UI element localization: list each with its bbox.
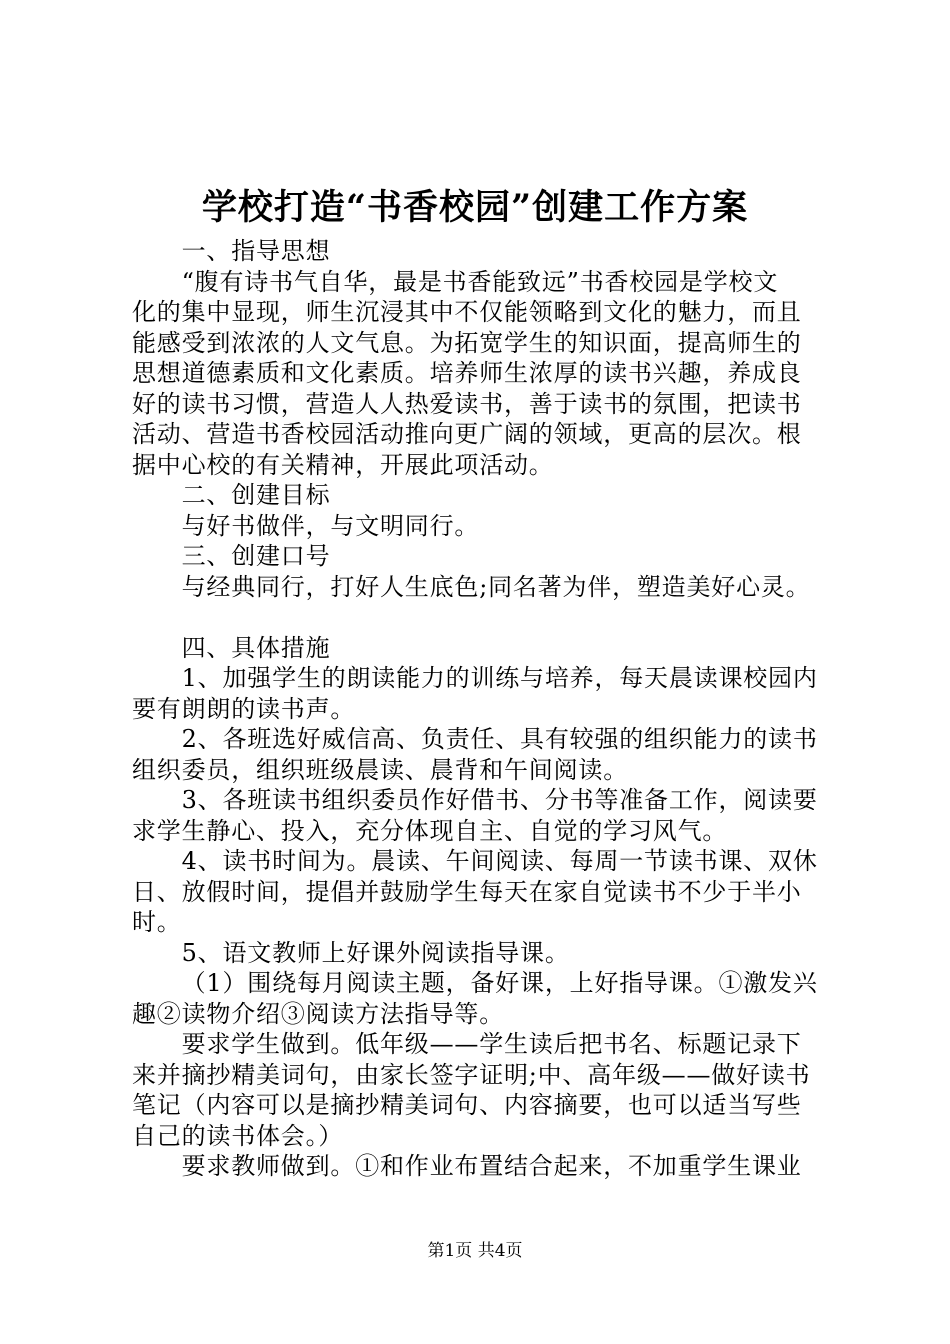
text-line: 思想道德素质和文化素质。培养师生浓厚的读书兴趣，养成良 — [132, 359, 802, 387]
text-line: 好的读书习惯，营造人人热爱读书，善于读书的氛围，把读书 — [132, 389, 802, 418]
text-line: 3、各班读书组织委员作好借书、分书等准备工作，阅读要 — [181, 786, 818, 814]
text-line: 要求教师做到。①和作业布置结合起来，不加重学生课业 — [181, 1152, 802, 1180]
text-line: 三、创建口号 — [181, 542, 331, 570]
text-line: 5、语文教师上好课外阅读指导课。 — [181, 938, 570, 967]
text-line: 与好书做伴，与文明同行。 — [181, 511, 480, 540]
text-line: 一、指导思想 — [181, 237, 331, 265]
text-line: 2、各班选好威信高、负责任、具有较强的组织能力的读书 — [181, 725, 818, 753]
text-line: 二、创建目标 — [181, 481, 331, 509]
text-line: 与经典同行，打好人生底色;同名著为伴，塑造美好心灵。 — [181, 572, 811, 601]
document-title: 学校打造“书香校园”创建工作方案 — [201, 187, 749, 228]
text-line: 求学生静心、投入，充分体现自主、自觉的学习风气。 — [132, 816, 728, 845]
text-line: 来并摘抄精美词句，由家长签字证明;中、高年级——做好读书 — [132, 1060, 811, 1089]
text-line: 四、具体措施 — [181, 633, 331, 662]
document-body — [132, 236, 832, 1182]
text-line: （1）围绕每月阅读主题，备好课，上好指导课。①激发兴 — [181, 969, 818, 997]
text-line: 据中心校的有关精神，开展此项活动。 — [132, 450, 554, 479]
page-footer: 第1页 共4页 — [427, 1241, 523, 1261]
text-line: 要求学生做到。低年级——学生读后把书名、标题记录下 — [181, 1030, 802, 1058]
text-line: 日、放假时间，提倡并鼓励学生每天在家自觉读书不少于半小 — [132, 877, 802, 906]
text-line: 4、读书时间为。晨读、午间阅读、每周一节读书课、双休 — [181, 847, 818, 875]
text-line: “腹有诗书气自华，最是书香能致远”书香校园是学校文 — [181, 267, 779, 296]
text-line: 化的集中显现，师生沉浸其中不仅能领略到文化的魅力，而且 — [132, 298, 802, 326]
text-line: 1、加强学生的朗读能力的训练与培养，每天晨读课校园内 — [181, 664, 818, 692]
text-line: 自己的读书体会。） — [132, 1121, 344, 1150]
text-line: 笔记（内容可以是摘抄精美词句、内容摘要，也可以适当写些 — [132, 1091, 802, 1119]
text-line: 组织委员，组织班级晨读、晨背和午间阅读。 — [132, 755, 628, 784]
text-line: 趣②读物介绍③阅读方法指导等。 — [132, 999, 504, 1028]
text-line: 能感受到浓浓的人文气息。为拓宽学生的知识面，提高师生的 — [132, 328, 802, 357]
text-line: 时。 — [132, 908, 182, 936]
text-line: 活动、营造书香校园活动推向更广阔的领域，更高的层次。根 — [132, 420, 802, 448]
text-line: 要有朗朗的读书声。 — [132, 694, 356, 723]
blank-line — [132, 602, 832, 633]
